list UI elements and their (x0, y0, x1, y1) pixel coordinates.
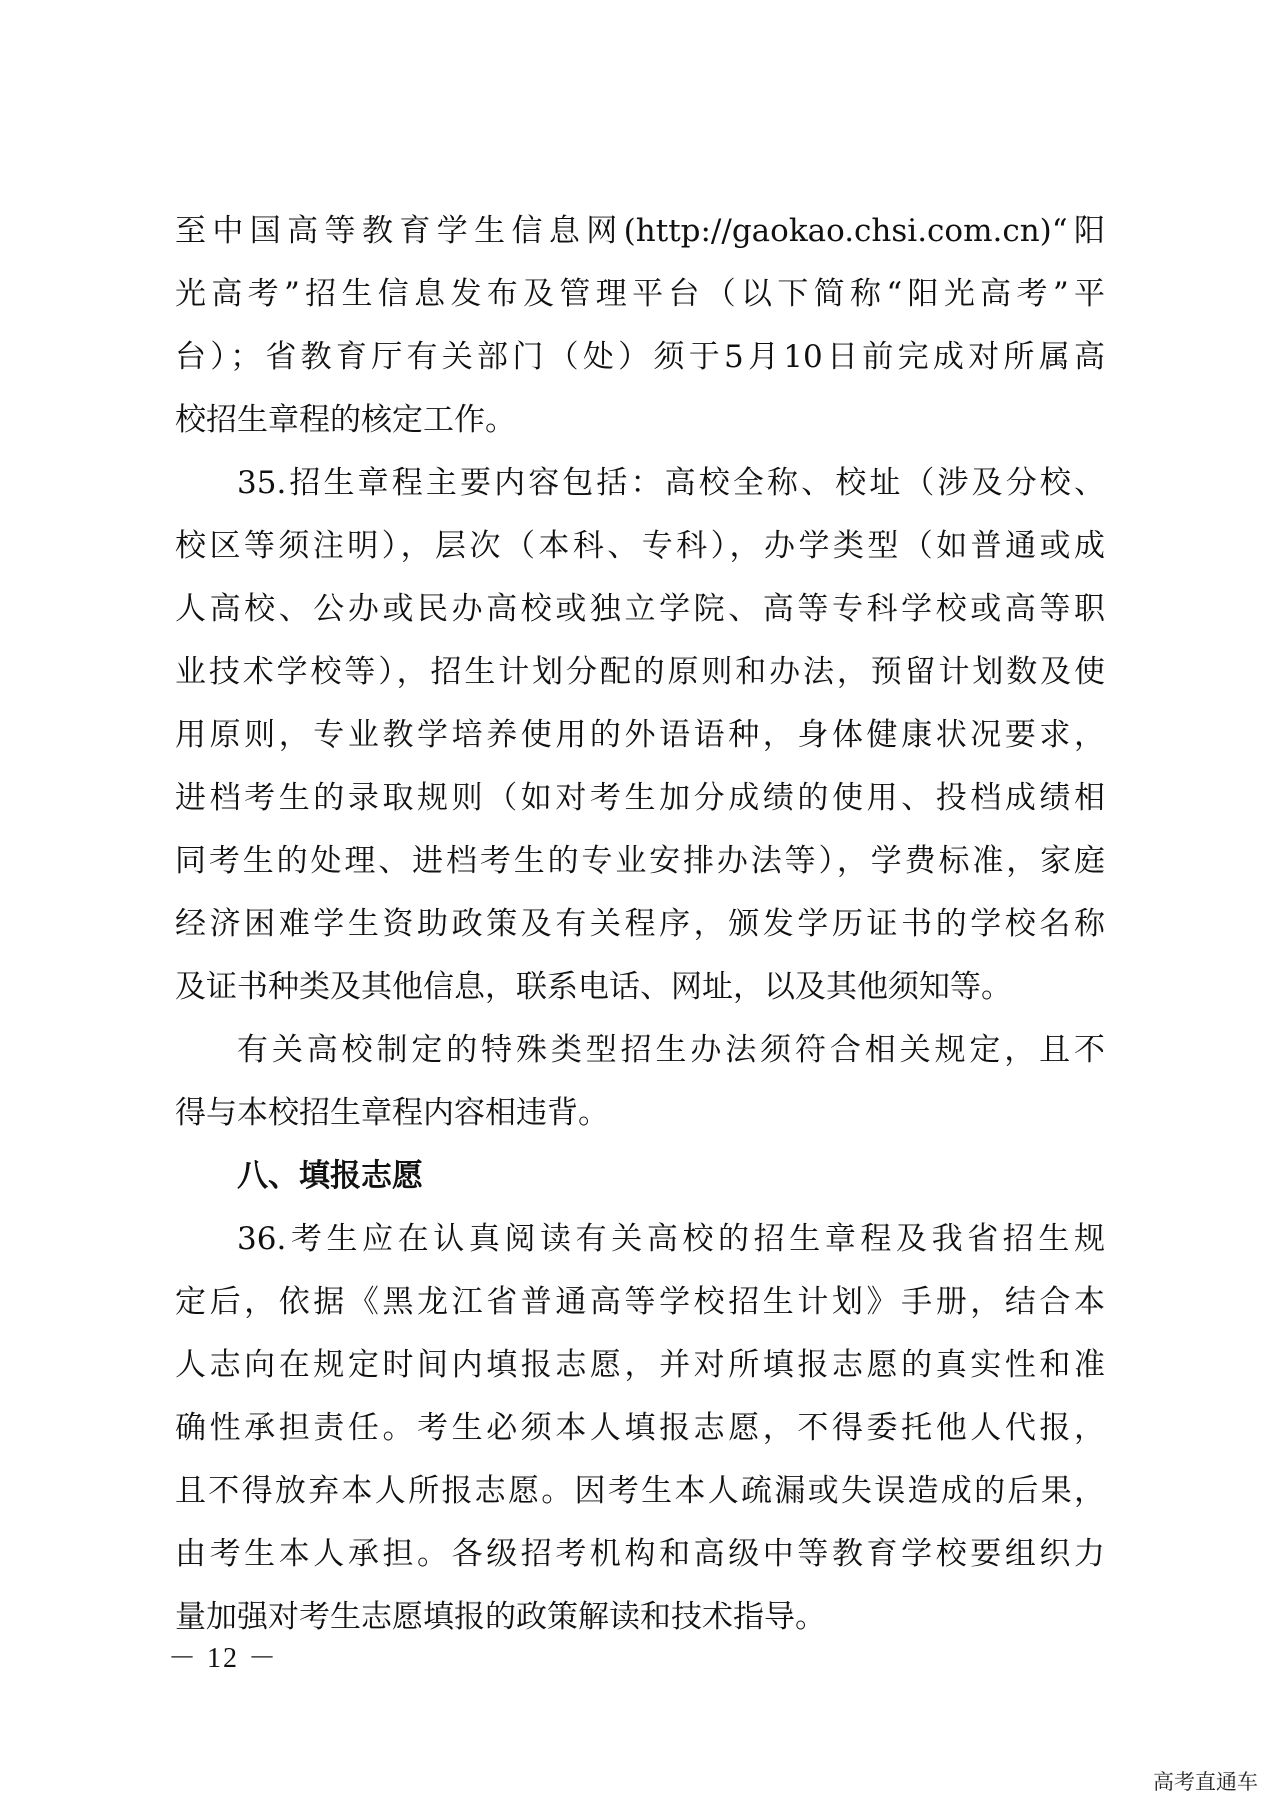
text-line: 进档考生的录取规则（如对考生加分成绩的使用、投档成绩相 (175, 780, 1105, 816)
text-line: 定后，依据《黑龙江省普通高等学校招生计划》手册，结合本 (175, 1284, 1105, 1320)
text-line: 有关高校制定的特殊类型招生办法须符合相关规定，且不 (237, 1032, 1105, 1068)
text-line: 得与本校招生章程内容相违背。 (175, 1095, 609, 1131)
text-line: 36.考生应在认真阅读有关高校的招生章程及我省招生规 (237, 1221, 1105, 1257)
text-line: 人志向在规定时间内填报志愿，并对所填报志愿的真实性和准 (175, 1347, 1105, 1383)
text-line: 校区等须注明），层次（本科、专科），办学类型（如普通或成 (175, 528, 1105, 564)
text-line: 同考生的处理、进档考生的专业安排办法等），学费标准，家庭 (175, 843, 1105, 879)
text-line: 经济困难学生资助政策及有关程序，颁发学历证书的学校名称 (175, 906, 1105, 942)
text-line: 由考生本人承担。各级招考机构和高级中等教育学校要组织力 (175, 1536, 1105, 1572)
text-line: 台）；省教育厅有关部门（处）须于5月10日前完成对所属高 (175, 339, 1105, 375)
text-line: 光高考”招生信息发布及管理平台（以下简称“阳光高考”平 (175, 276, 1105, 312)
text-line: 业技术学校等），招生计划分配的原则和办法，预留计划数及使 (175, 654, 1105, 690)
document-body (175, 200, 1105, 1649)
page-number: － 12 － (168, 1643, 279, 1674)
text-line: 35.招生章程主要内容包括：高校全称、校址（涉及分校、 (237, 465, 1105, 501)
text-line: 人高校、公办或民办高校或独立学院、高等专科学校或高等职 (175, 591, 1105, 627)
text-line: 确性承担责任。考生必须本人填报志愿，不得委托他人代报， (175, 1410, 1105, 1446)
text-line: 至中国高等教育学生信息网(http://gaokao.chsi.com.cn)“阳 (175, 213, 1105, 249)
watermark: 高考直通车 (1153, 1770, 1258, 1794)
section-heading: 八、填报志愿 (237, 1158, 423, 1194)
text-line: 量加强对考生志愿填报的政策解读和技术指导。 (175, 1599, 826, 1635)
text-line: 用原则，专业教学培养使用的外语语种，身体健康状况要求， (175, 717, 1105, 753)
text-line: 及证书种类及其他信息，联系电话、网址，以及其他须知等。 (175, 969, 1012, 1005)
text-line: 且不得放弃本人所报志愿。因考生本人疏漏或失误造成的后果， (175, 1473, 1105, 1509)
text-line: 校招生章程的核定工作。 (175, 402, 516, 438)
